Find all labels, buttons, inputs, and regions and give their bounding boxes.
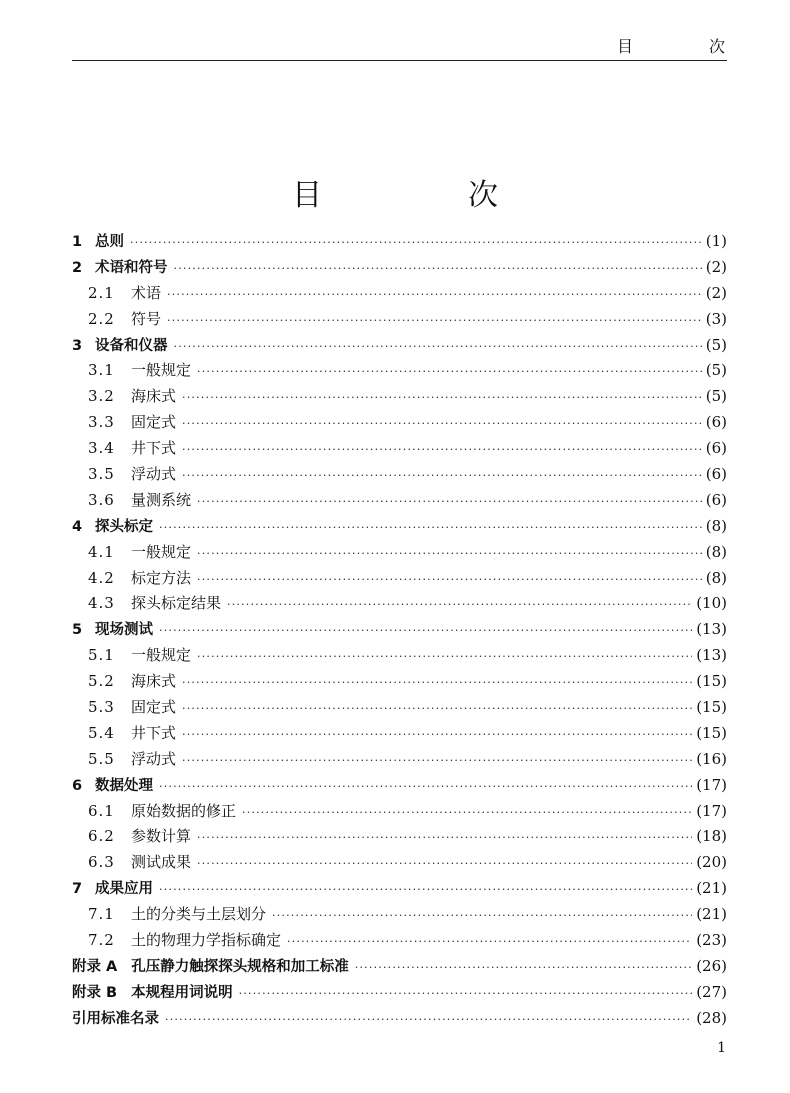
dot-leader bbox=[197, 851, 692, 877]
toc-entry-page: (2) bbox=[705, 283, 727, 302]
toc-entry-page: (6) bbox=[705, 465, 727, 484]
toc-entry-number: 4 bbox=[72, 518, 83, 535]
toc-entry-number: 3.3 bbox=[88, 413, 115, 432]
toc-entry-page: (28) bbox=[696, 1008, 727, 1027]
toc-entry-page: (3) bbox=[705, 309, 727, 328]
toc-chapter-entry[interactable] bbox=[72, 773, 727, 799]
dot-leader bbox=[182, 722, 692, 748]
dot-leader bbox=[159, 877, 692, 903]
toc-entry-label: 量测系统 bbox=[131, 490, 192, 509]
toc-entry-page: (10) bbox=[696, 594, 727, 613]
toc-section-entry[interactable] bbox=[72, 462, 727, 488]
toc-section-entry[interactable] bbox=[72, 566, 727, 592]
toc-entry-number: 2 bbox=[72, 259, 83, 276]
toc-section-entry[interactable] bbox=[72, 281, 727, 307]
toc-entry-number: 4.2 bbox=[88, 568, 115, 587]
toc-entry-label: 浮动式 bbox=[131, 465, 177, 484]
toc-entry-label: 固定式 bbox=[131, 698, 177, 717]
toc-entry-page: (8) bbox=[705, 542, 727, 561]
toc-entry-label: 术语和符号 bbox=[95, 259, 168, 276]
toc-entry-label: 一般规定 bbox=[131, 361, 192, 380]
toc-entry-label: 探头标定 bbox=[95, 518, 153, 535]
toc-entry-page: (15) bbox=[696, 698, 727, 717]
toc-chapter-entry[interactable] bbox=[72, 876, 727, 902]
toc-entry-page: (15) bbox=[696, 672, 727, 691]
toc-entry-number: 3.6 bbox=[88, 490, 115, 509]
toc-entry-number: 5.5 bbox=[88, 749, 115, 768]
toc-entry-number: 3.2 bbox=[88, 387, 115, 406]
toc-section-entry[interactable] bbox=[72, 307, 727, 333]
dot-leader bbox=[130, 230, 702, 256]
toc-entry-label: 土的分类与土层划分 bbox=[131, 905, 267, 924]
toc-chapter-entry[interactable] bbox=[72, 255, 727, 281]
toc-entry-label: 符号 bbox=[131, 309, 162, 328]
dot-leader bbox=[182, 437, 702, 463]
running-header-title: 目 次 bbox=[616, 37, 755, 56]
toc-entry-page: (5) bbox=[705, 361, 727, 380]
toc-entry-label: 一般规定 bbox=[131, 646, 192, 665]
toc-entry-number: 5.1 bbox=[88, 646, 115, 665]
toc-entry-page: (1) bbox=[705, 232, 727, 250]
dot-leader bbox=[182, 670, 692, 696]
page-title: 目 次 bbox=[292, 178, 556, 213]
toc-entry-label: 井下式 bbox=[131, 439, 177, 458]
toc-section-entry[interactable] bbox=[72, 747, 727, 773]
toc-chapter-entry[interactable] bbox=[72, 954, 727, 980]
dot-leader bbox=[159, 515, 702, 541]
dot-leader bbox=[182, 385, 702, 411]
toc-entry-page: (20) bbox=[696, 853, 727, 872]
toc-entry-page: (8) bbox=[705, 568, 727, 587]
toc-section-entry[interactable] bbox=[72, 384, 727, 410]
dot-leader bbox=[182, 748, 692, 774]
toc-entry-label: 参数计算 bbox=[131, 827, 192, 846]
dot-leader bbox=[197, 567, 702, 593]
toc-entry-page: (15) bbox=[696, 723, 727, 742]
dot-leader bbox=[197, 825, 692, 851]
toc-entry-page: (21) bbox=[696, 879, 727, 898]
toc-section-entry[interactable] bbox=[72, 695, 727, 721]
toc-entry-page: (17) bbox=[696, 801, 727, 820]
dot-leader bbox=[182, 411, 702, 437]
toc-entry-page: (13) bbox=[696, 646, 727, 665]
toc-entry-label: 井下式 bbox=[131, 723, 177, 742]
toc-entry-label: 数据处理 bbox=[95, 777, 153, 794]
toc-entry-label: 成果应用 bbox=[95, 881, 153, 898]
toc-entry-page: (5) bbox=[705, 387, 727, 406]
dot-leader bbox=[239, 981, 693, 1007]
toc-entry-number: 3.5 bbox=[88, 465, 115, 484]
toc-entry-number: 7 bbox=[72, 881, 83, 898]
toc-entry-page: (13) bbox=[696, 620, 727, 639]
toc-chapter-entry[interactable] bbox=[72, 333, 727, 359]
toc-entry-page: (18) bbox=[696, 827, 727, 846]
dot-leader bbox=[182, 696, 692, 722]
toc-entry-label: 孔压静力触探探头规格和加工标准 bbox=[131, 958, 349, 975]
running-header bbox=[72, 28, 755, 61]
toc-entry-label: 土的物理力学指标确定 bbox=[131, 931, 282, 950]
toc-section-entry[interactable] bbox=[72, 591, 727, 617]
dot-leader bbox=[287, 929, 692, 955]
toc-entry-label: 固定式 bbox=[131, 413, 177, 432]
toc-entry-number: 附录 B bbox=[72, 984, 118, 1001]
toc-section-entry[interactable] bbox=[72, 410, 727, 436]
toc-entry-page: (8) bbox=[705, 516, 727, 535]
toc-section-entry[interactable] bbox=[72, 669, 727, 695]
toc-entry-number: 5.3 bbox=[88, 698, 115, 717]
dot-leader bbox=[174, 256, 702, 282]
dot-leader bbox=[197, 359, 702, 385]
toc-entry-number: 6.1 bbox=[88, 801, 115, 820]
toc-entry-label: 海床式 bbox=[131, 387, 177, 406]
dot-leader bbox=[242, 800, 692, 826]
toc-entry-page: (6) bbox=[705, 439, 727, 458]
page-number: 1 bbox=[717, 1040, 726, 1056]
dot-leader bbox=[355, 955, 692, 981]
toc-section-entry[interactable] bbox=[72, 436, 727, 462]
toc-entry-number: 7.2 bbox=[88, 931, 115, 950]
dot-leader bbox=[272, 903, 692, 929]
toc-entry-label: 探头标定结果 bbox=[131, 594, 222, 613]
toc-entry-number: 5.2 bbox=[88, 672, 115, 691]
toc-entry-number: 5 bbox=[72, 622, 83, 639]
toc-section-entry[interactable] bbox=[72, 540, 727, 566]
toc-entry-number: 6 bbox=[72, 777, 83, 794]
toc-entry-label: 设备和仪器 bbox=[95, 337, 168, 354]
toc-entry-number: 2.1 bbox=[88, 283, 115, 302]
toc-entry-label: 本规程用词说明 bbox=[131, 984, 233, 1001]
toc-section-entry[interactable] bbox=[72, 488, 727, 514]
toc-entry-page: (26) bbox=[696, 956, 727, 975]
toc-chapter-entry[interactable] bbox=[72, 617, 727, 643]
toc-section-entry[interactable] bbox=[72, 928, 727, 954]
toc-entry-page: (2) bbox=[705, 257, 727, 276]
toc-entry-number: 6.3 bbox=[88, 853, 115, 872]
dot-leader bbox=[197, 644, 692, 670]
dot-leader bbox=[167, 282, 702, 308]
toc-entry-label: 标定方法 bbox=[131, 568, 192, 587]
toc-entry-number: 4.1 bbox=[88, 542, 115, 561]
toc-entry-page: (6) bbox=[705, 413, 727, 432]
toc-entry-number: 3.4 bbox=[88, 439, 115, 458]
toc-section-entry[interactable] bbox=[72, 824, 727, 850]
toc-entry-label: 原始数据的修正 bbox=[131, 801, 237, 820]
toc-entry-number: 附录 A bbox=[72, 958, 118, 975]
toc-entry-page: (6) bbox=[705, 490, 727, 509]
toc-entry-page: (5) bbox=[705, 335, 727, 354]
toc-entry-label: 一般规定 bbox=[131, 542, 192, 561]
toc-entry-number: 4.3 bbox=[88, 594, 115, 613]
toc-entry-label: 浮动式 bbox=[131, 749, 177, 768]
toc-chapter-entry[interactable] bbox=[72, 980, 727, 1006]
toc-entry-number: 5.4 bbox=[88, 723, 115, 742]
toc-entry-page: (21) bbox=[696, 905, 727, 924]
dot-leader bbox=[165, 1007, 692, 1033]
toc-entry-number: 3.1 bbox=[88, 361, 115, 380]
table-of-contents bbox=[72, 229, 727, 1032]
toc-entry-page: (17) bbox=[696, 775, 727, 794]
toc-chapter-entry[interactable] bbox=[72, 229, 727, 255]
toc-section-entry[interactable] bbox=[72, 799, 727, 825]
dot-leader bbox=[159, 618, 692, 644]
toc-entry-label: 引用标准名录 bbox=[72, 1010, 159, 1027]
toc-entry-number: 2.2 bbox=[88, 309, 115, 328]
dot-leader bbox=[159, 774, 692, 800]
dot-leader bbox=[197, 489, 702, 515]
toc-chapter-entry[interactable] bbox=[72, 514, 727, 540]
toc-entry-label: 现场测试 bbox=[95, 622, 153, 639]
dot-leader bbox=[197, 541, 702, 567]
toc-section-entry[interactable] bbox=[72, 850, 727, 876]
toc-entry-page: (16) bbox=[696, 749, 727, 768]
toc-entry-number: 7.1 bbox=[88, 905, 115, 924]
toc-entry-label: 术语 bbox=[131, 283, 162, 302]
toc-entry-number: 1 bbox=[72, 234, 83, 250]
toc-entry-number: 3 bbox=[72, 337, 83, 354]
toc-entry-page: (27) bbox=[696, 982, 727, 1001]
toc-entry-page: (23) bbox=[696, 931, 727, 950]
toc-section-entry[interactable] bbox=[72, 643, 727, 669]
toc-chapter-entry[interactable] bbox=[72, 1006, 727, 1032]
toc-entry-label: 测试成果 bbox=[131, 853, 192, 872]
toc-entry-label: 海床式 bbox=[131, 672, 177, 691]
dot-leader bbox=[167, 308, 702, 334]
dot-leader bbox=[227, 592, 692, 618]
toc-section-entry[interactable] bbox=[72, 721, 727, 747]
toc-section-entry[interactable] bbox=[72, 358, 727, 384]
toc-entry-label: 总则 bbox=[95, 234, 124, 250]
dot-leader bbox=[174, 334, 702, 360]
toc-entry-number: 6.2 bbox=[88, 827, 115, 846]
toc-section-entry[interactable] bbox=[72, 902, 727, 928]
dot-leader bbox=[182, 463, 702, 489]
